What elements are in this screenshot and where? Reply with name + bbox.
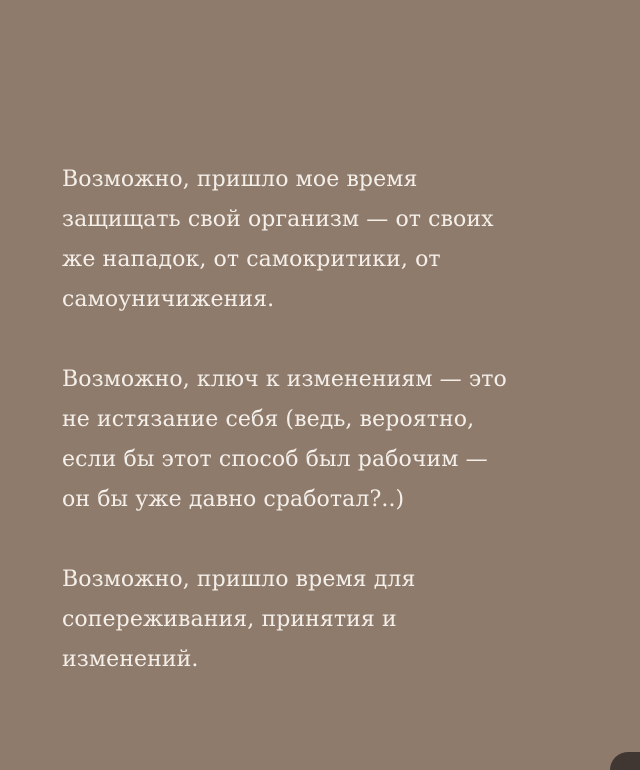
paragraph-line: самоуничижения.: [62, 287, 275, 312]
paragraph-line: Возможно, пришло время для: [62, 567, 416, 592]
paragraph-line: не истязание себя (ведь, вероятно,: [62, 407, 475, 432]
paragraph-line: если бы этот способ был рабочим —: [62, 447, 488, 472]
paragraph-line: же нападок, от самокритики, от: [62, 247, 441, 272]
paragraph-line: изменений.: [62, 647, 199, 672]
corner-overlay: [610, 752, 640, 770]
paragraph-line: он бы уже давно сработал?..): [62, 487, 405, 512]
paragraph-line: защищать свой организм — от своих: [62, 207, 494, 232]
paragraph-1: [62, 160, 582, 320]
paragraph-line: Возможно, пришло мое время: [62, 167, 418, 192]
paragraph-3: [62, 560, 582, 680]
paragraph-line: Возможно, ключ к изменениям — это: [62, 367, 507, 392]
paragraph-2: [62, 360, 582, 520]
paragraph-line: сопереживания, принятия и: [62, 607, 397, 632]
